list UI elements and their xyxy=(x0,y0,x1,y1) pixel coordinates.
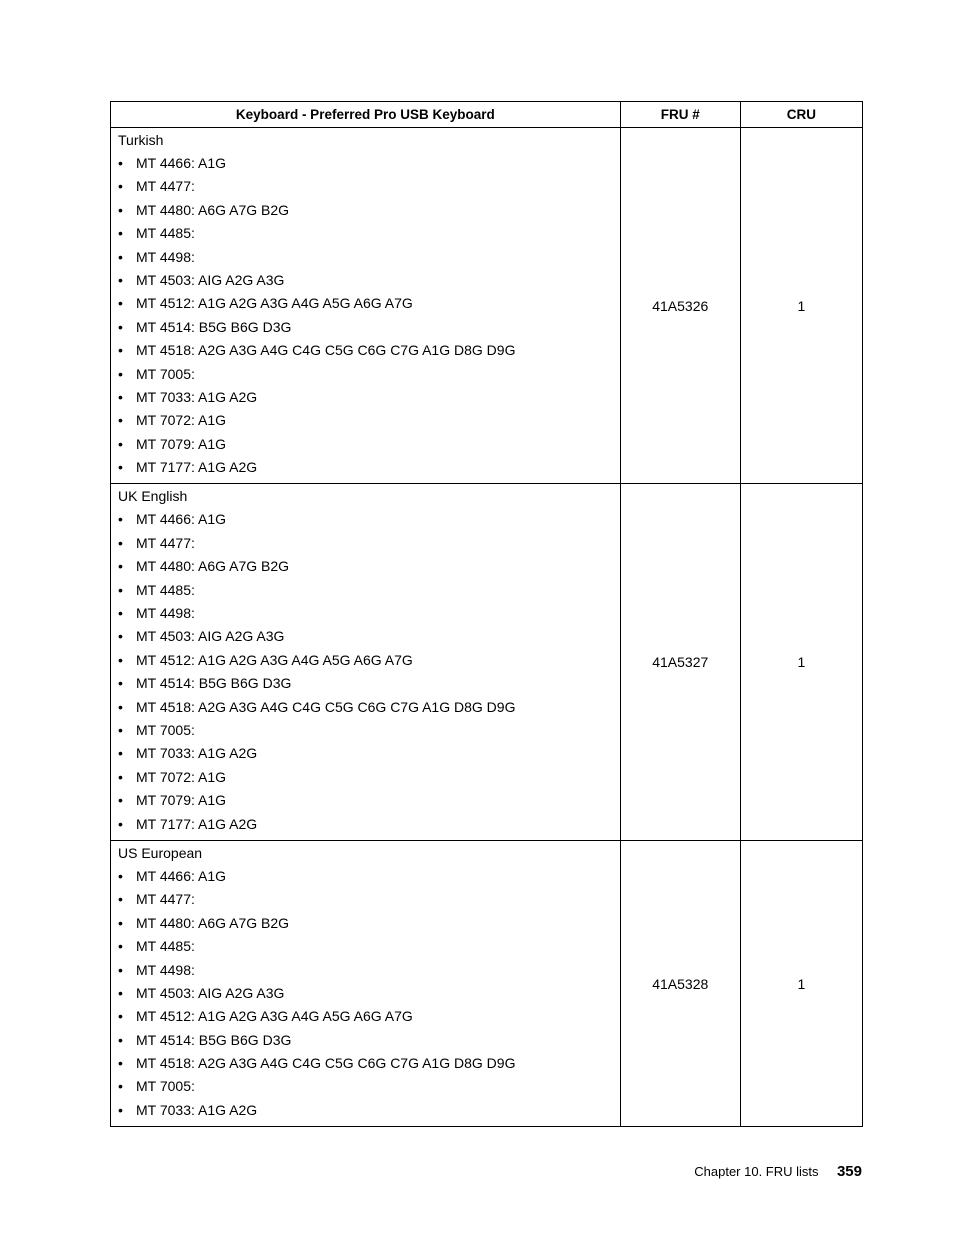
list-item xyxy=(118,532,620,555)
bullet-icon: • xyxy=(118,698,123,715)
list-item xyxy=(118,912,620,935)
list-item xyxy=(118,222,620,245)
machine-type-text: MT 7005: xyxy=(136,365,195,382)
bullet-icon: • xyxy=(118,721,123,738)
list-item xyxy=(118,602,620,625)
machine-type-text: MT 7005: xyxy=(136,721,195,738)
bullet-icon: • xyxy=(118,248,123,265)
bullet-icon: • xyxy=(118,914,123,931)
machine-type-text: MT 4485: xyxy=(136,938,195,955)
machine-type-text: MT 4503: AIG A2G A3G xyxy=(136,984,285,1001)
description-cell xyxy=(111,484,621,840)
machine-type-text: MT 7033: A1G A2G xyxy=(136,745,258,762)
list-item xyxy=(118,1052,620,1075)
bullet-icon: • xyxy=(118,178,123,195)
fru-number-cell: 41A5326 xyxy=(620,128,740,484)
machine-type-text: MT 4518: A2G A3G A4G C4G C5G C6G C7G A1G D8G D9G xyxy=(136,1055,516,1072)
fru-column-header: FRU # xyxy=(620,102,740,128)
bullet-icon: • xyxy=(118,815,123,832)
bullet-icon: • xyxy=(118,984,123,1001)
bullet-icon: • xyxy=(118,605,123,622)
machine-type-text: MT 7033: A1G A2G xyxy=(136,388,258,405)
machine-type-text: MT 7072: A1G xyxy=(136,768,227,785)
machine-type-text: MT 4518: A2G A3G A4G C4G C5G C6G C7G A1G D8G D9G xyxy=(136,698,516,715)
list-item xyxy=(118,766,620,789)
bullet-icon: • xyxy=(118,891,123,908)
list-item xyxy=(118,719,620,742)
list-item xyxy=(118,888,620,911)
machine-type-text: MT 7079: A1G xyxy=(136,435,227,452)
chapter-title: Chapter 10. FRU lists xyxy=(694,1164,819,1179)
bullet-icon: • xyxy=(118,745,123,762)
table-row xyxy=(111,484,863,840)
machine-type-text: MT 4514: B5G B6G D3G xyxy=(136,1031,292,1048)
bullet-icon: • xyxy=(118,534,123,551)
keyboard-language: US European xyxy=(118,844,203,861)
bullet-icon: • xyxy=(118,1008,123,1025)
list-item xyxy=(118,363,620,386)
list-item xyxy=(118,409,620,432)
machine-type-text: MT 4480: A6G A7G B2G xyxy=(136,914,290,931)
list-item xyxy=(118,433,620,456)
bullet-icon: • xyxy=(118,365,123,382)
list-item xyxy=(118,246,620,269)
description-cell xyxy=(111,840,621,1126)
list-item xyxy=(118,508,620,531)
page-footer xyxy=(694,1163,862,1181)
bullet-icon: • xyxy=(118,271,123,288)
list-item xyxy=(118,456,620,479)
machine-type-text: MT 4498: xyxy=(136,605,195,622)
table-row xyxy=(111,840,863,1126)
list-item xyxy=(118,865,620,888)
bullet-icon: • xyxy=(118,388,123,405)
list-item xyxy=(118,959,620,982)
machine-type-text: MT 4503: AIG A2G A3G xyxy=(136,271,285,288)
description-cell xyxy=(111,128,621,484)
list-item xyxy=(118,1029,620,1052)
bullet-icon: • xyxy=(118,581,123,598)
description-column-header: Keyboard - Preferred Pro USB Keyboard xyxy=(111,102,621,128)
cru-cell: 1 xyxy=(740,840,862,1126)
machine-type-text: MT 7072: A1G xyxy=(136,412,227,429)
bullet-icon: • xyxy=(118,459,123,476)
list-item xyxy=(118,152,620,175)
list-item xyxy=(118,625,620,648)
machine-type-text: MT 4514: B5G B6G D3G xyxy=(136,675,292,692)
bullet-icon: • xyxy=(118,201,123,218)
list-item xyxy=(118,742,620,765)
machine-type-text: MT 4477: xyxy=(136,178,195,195)
machine-type-text: MT 4480: A6G A7G B2G xyxy=(136,558,290,575)
cru-column-header: CRU xyxy=(740,102,862,128)
bullet-icon: • xyxy=(118,295,123,312)
table-row xyxy=(111,128,863,484)
list-item xyxy=(118,292,620,315)
list-item xyxy=(118,672,620,695)
machine-type-text: MT 4498: xyxy=(136,248,195,265)
bullet-icon: • xyxy=(118,511,123,528)
machine-type-text: MT 4466: A1G xyxy=(136,155,227,171)
list-item xyxy=(118,386,620,409)
machine-type-text: MT 4498: xyxy=(136,961,195,978)
machine-type-text: MT 4512: A1G A2G A3G A4G A5G A6G A7G xyxy=(136,651,413,668)
bullet-icon: • xyxy=(118,961,123,978)
bullet-icon: • xyxy=(118,155,123,171)
list-item xyxy=(118,813,620,836)
fru-number-cell: 41A5327 xyxy=(620,484,740,840)
bullet-icon: • xyxy=(118,675,123,692)
bullet-icon: • xyxy=(118,628,123,645)
list-item xyxy=(118,269,620,292)
machine-type-text: MT 4503: AIG A2G A3G xyxy=(136,628,285,645)
machine-type-text: MT 7177: A1G A2G xyxy=(136,459,258,476)
bullet-icon: • xyxy=(118,768,123,785)
bullet-icon: • xyxy=(118,318,123,335)
keyboard-language: Turkish xyxy=(118,132,164,148)
machine-type-text: MT 4485: xyxy=(136,225,195,242)
bullet-icon: • xyxy=(118,1101,123,1118)
list-item xyxy=(118,555,620,578)
list-item xyxy=(118,649,620,672)
bullet-icon: • xyxy=(118,412,123,429)
bullet-icon: • xyxy=(118,938,123,955)
bullet-icon: • xyxy=(118,225,123,242)
bullet-icon: • xyxy=(118,558,123,575)
machine-type-text: MT 4512: A1G A2G A3G A4G A5G A6G A7G xyxy=(136,295,413,312)
bullet-icon: • xyxy=(118,342,123,359)
machine-type-text: MT 4466: A1G xyxy=(136,511,227,528)
machine-type-text: MT 7033: A1G A2G xyxy=(136,1101,258,1118)
bullet-icon: • xyxy=(118,651,123,668)
bullet-icon: • xyxy=(118,1031,123,1048)
list-item xyxy=(118,316,620,339)
bullet-icon: • xyxy=(118,435,123,452)
machine-type-text: MT 7005: xyxy=(136,1078,195,1095)
list-item xyxy=(118,199,620,222)
list-item xyxy=(118,1099,620,1122)
machine-type-text: MT 4512: A1G A2G A3G A4G A5G A6G A7G xyxy=(136,1008,413,1025)
machine-type-text: MT 4477: xyxy=(136,891,195,908)
table-header-row xyxy=(111,102,863,128)
list-item xyxy=(118,982,620,1005)
list-item xyxy=(118,339,620,362)
list-item xyxy=(118,1005,620,1028)
keyboard-language: UK English xyxy=(118,488,188,505)
page-number: 359 xyxy=(836,1163,862,1180)
machine-type-text: MT 4477: xyxy=(136,534,195,551)
cru-cell: 1 xyxy=(740,484,862,840)
list-item xyxy=(118,696,620,719)
bullet-icon: • xyxy=(118,867,123,884)
machine-type-text: MT 7079: A1G xyxy=(136,792,227,809)
table-body xyxy=(111,128,863,1127)
fru-table xyxy=(110,101,863,1127)
machine-type-text: MT 4518: A2G A3G A4G C4G C5G C6G C7G A1G D8G D9G xyxy=(136,342,516,359)
machine-type-text: MT 4480: A6G A7G B2G xyxy=(136,201,290,218)
machine-type-text: MT 7177: A1G A2G xyxy=(136,815,258,832)
list-item xyxy=(118,579,620,602)
list-item xyxy=(118,1075,620,1098)
list-item xyxy=(118,175,620,198)
machine-type-text: MT 4514: B5G B6G D3G xyxy=(136,318,292,335)
machine-type-text: MT 4485: xyxy=(136,581,195,598)
cru-cell: 1 xyxy=(740,128,862,484)
machine-type-text: MT 4466: A1G xyxy=(136,867,227,884)
list-item xyxy=(118,935,620,958)
bullet-icon: • xyxy=(118,1078,123,1095)
bullet-icon: • xyxy=(118,792,123,809)
bullet-icon: • xyxy=(118,1055,123,1072)
fru-number-cell: 41A5328 xyxy=(620,840,740,1126)
list-item xyxy=(118,789,620,812)
